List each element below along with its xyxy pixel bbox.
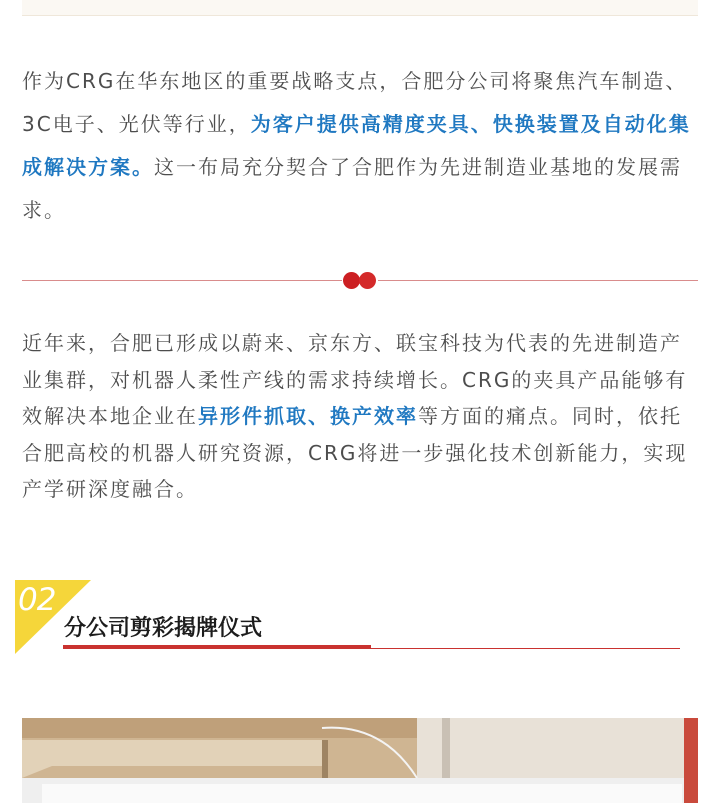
paragraph-text: 这一布局充分契合了合肥作为先进制造业基地的发展需求。 [22,155,682,222]
highlighted-text: 异形件抓取、换产效率 [198,404,418,428]
ceremony-photo [22,718,698,803]
section-title: 分公司剪彩揭牌仪式 [64,616,263,641]
paragraph-text: 作为CRG在华东地区的重要战略支点，合肥分公司将聚焦汽车制造、3C电子、光伏等行业， [22,69,688,136]
section-number: 02 [18,582,56,618]
paragraph-text: 近年来，合肥已形成以蔚来、京东方、联宝科技为代表的先进制造产业集群，对机器人柔性产线的需求持续增长。CRG的夹具产品能够有效解决本地企业在 [22,331,688,428]
red-dot-icon [359,272,376,289]
highlighted-text: 为客户提供高精度夹具、快换装置及自动化集成解决方案。 [22,112,691,179]
intro-paragraph [22,60,698,232]
photo-image [22,718,698,803]
divider-dots [342,271,378,289]
top-content-box [22,0,698,16]
cluster-paragraph [22,325,698,508]
paragraph-text: 等方面的痛点。同时，依托合肥高校的机器人研究资源，CRG将进一步强化技术创新能力，实现产学研深度融合。 [22,404,688,501]
title-underline [63,648,680,649]
red-dot-icon [343,272,360,289]
